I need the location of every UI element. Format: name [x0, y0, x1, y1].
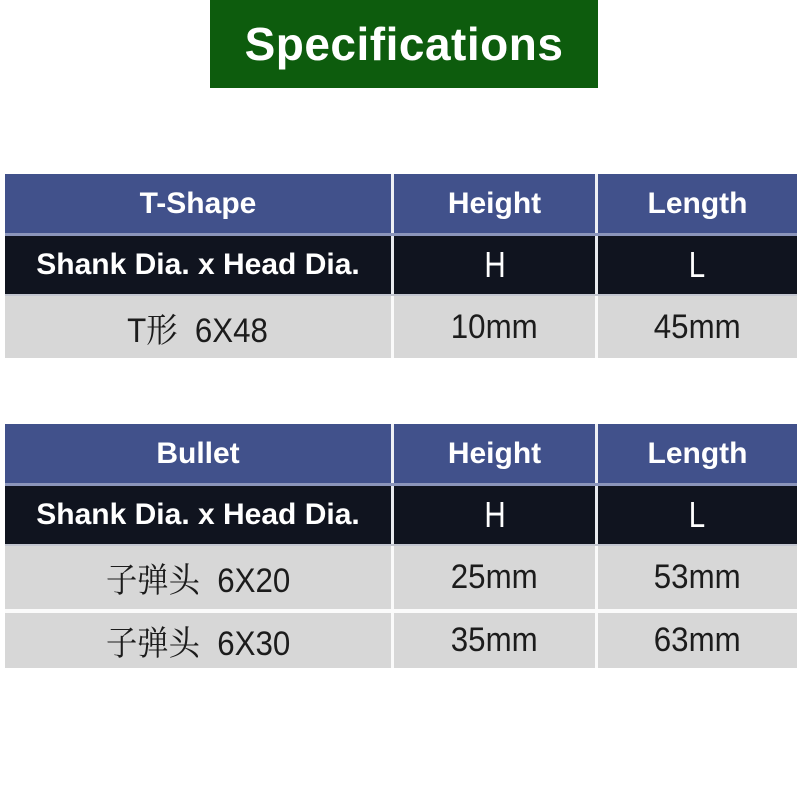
- specifications-banner: [210, 0, 598, 88]
- bullet-subheader-dims: Shank Dia. x Head Dia.: [36, 498, 360, 531]
- specifications-title: Specifications: [244, 18, 564, 70]
- bullet-height-cell-1: 25mm: [391, 546, 595, 609]
- t-shape-subheader-h: H: [391, 236, 595, 294]
- bullet-header-title: Bullet: [156, 436, 240, 470]
- bullet-data-row-1: [5, 546, 797, 613]
- bullet-subheader-row: [5, 486, 797, 546]
- bullet-subheader-l: L: [595, 486, 797, 544]
- t-shape-data-row: [5, 296, 797, 358]
- t-shape-length-cell: 45mm: [595, 296, 797, 358]
- t-shape-subheader-l: L: [595, 236, 797, 294]
- bullet-data-row-2: [5, 613, 797, 668]
- t-shape-header-row: [5, 174, 797, 236]
- bullet-header-height: Height: [391, 424, 595, 483]
- t-shape-spec-table: [5, 174, 797, 358]
- t-shape-header-length: Length: [595, 174, 797, 233]
- bullet-spec-table: [5, 424, 797, 668]
- bullet-header-length: Length: [595, 424, 797, 483]
- t-shape-subheader-dims: Shank Dia. x Head Dia.: [36, 248, 360, 281]
- t-shape-header-title: T-Shape: [139, 186, 257, 220]
- t-shape-header-height: Height: [391, 174, 595, 233]
- bullet-header-row: [5, 424, 797, 486]
- t-shape-size-cell: T形 6X48: [127, 311, 269, 350]
- bullet-size-cell-2: 子弹头 6X30: [105, 625, 291, 663]
- bullet-size-cell-1: 子弹头 6X20: [105, 562, 291, 600]
- bullet-length-cell-1: 53mm: [595, 546, 797, 609]
- t-shape-subheader-row: [5, 236, 797, 296]
- bullet-length-cell-2: 63mm: [595, 613, 797, 668]
- t-shape-height-cell: 10mm: [391, 296, 595, 358]
- bullet-height-cell-2: 35mm: [391, 613, 595, 668]
- bullet-subheader-h: H: [391, 486, 595, 544]
